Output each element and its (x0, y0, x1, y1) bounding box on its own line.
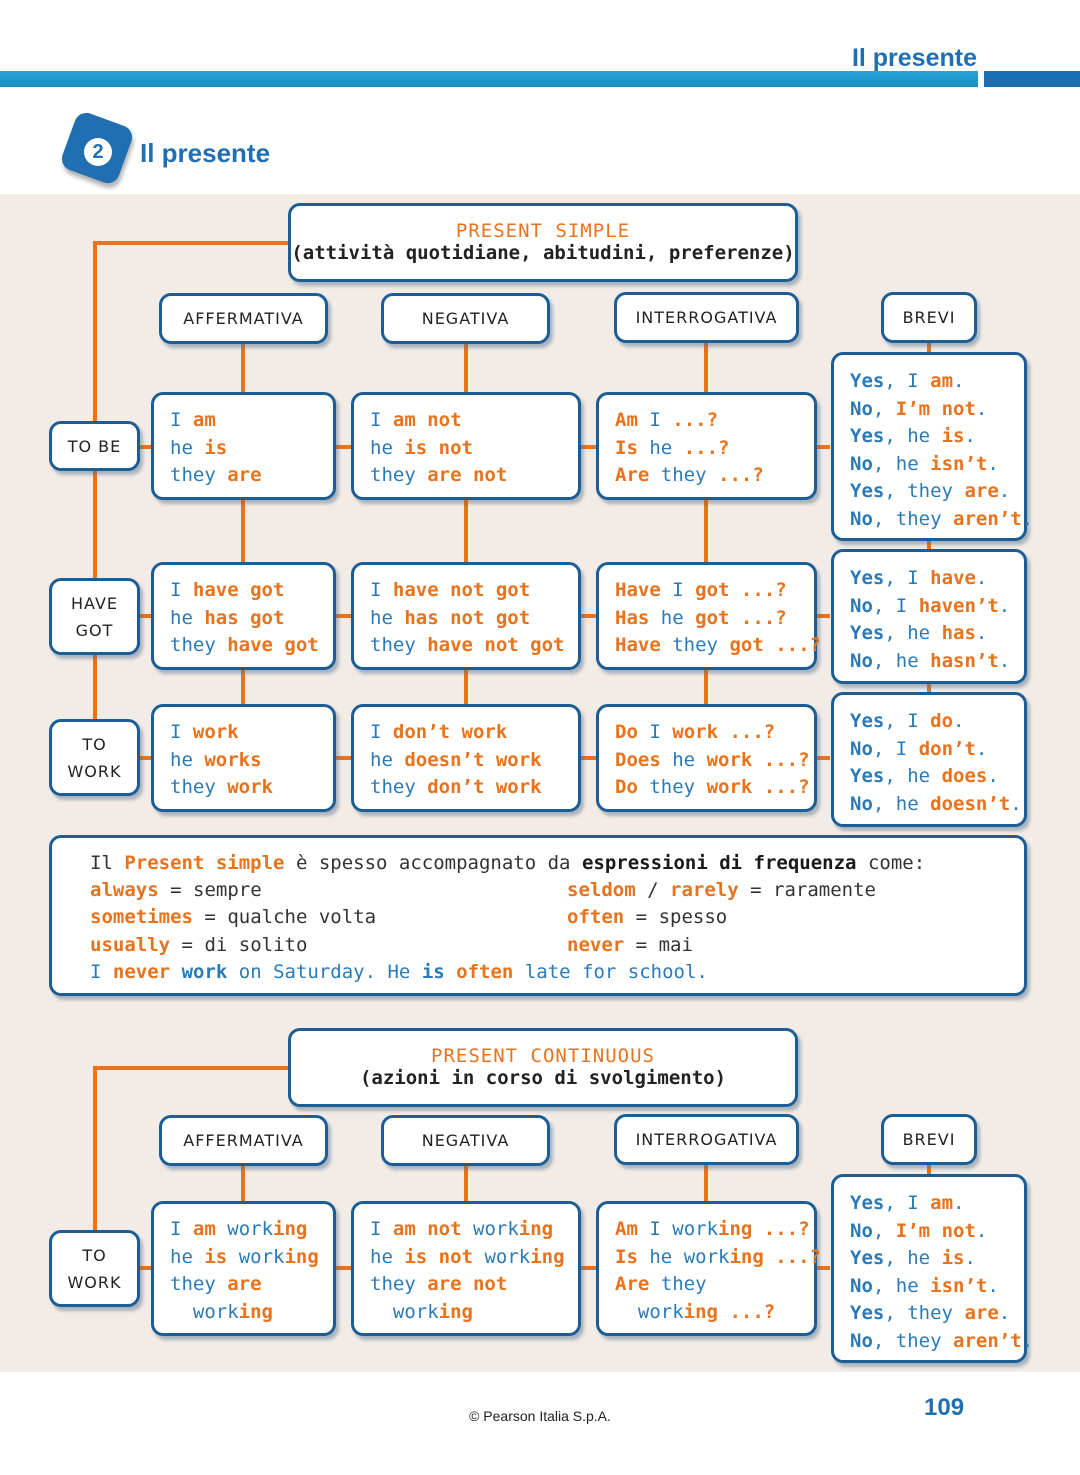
cell-line: he is (170, 436, 228, 459)
page-number: 109 (924, 1394, 965, 1421)
row-label-to-be (49, 421, 140, 471)
cell-line: he has not got (370, 606, 531, 629)
cell-line: he has got (170, 606, 285, 629)
cell-line: No, they aren’t. (850, 507, 1034, 530)
cell-line: Does he work ...? (615, 748, 810, 771)
cell-line: he works (170, 748, 262, 771)
cell-line: Am I working ...? (615, 1218, 810, 1240)
cell-line: I am not working (370, 1218, 554, 1240)
col-negativa: NEGATIVA (381, 1115, 550, 1166)
cell-line: they are not (370, 1273, 508, 1295)
present-continuous-title: PRESENT CONTINUOUS (431, 1045, 655, 1067)
frequency-note (49, 835, 1027, 996)
to-be-brevi-cell (831, 352, 1034, 541)
cell-line: No, I haven’t. (850, 594, 1011, 617)
cell-line: I am (170, 409, 216, 431)
have-got-negativa-cell (351, 562, 581, 670)
row-label-text: WORK (67, 1272, 122, 1292)
cell-line: Are they ...? (615, 464, 764, 486)
cell-line: No, he doesn’t. (850, 792, 1022, 815)
cell-line: Yes, they are. (850, 1302, 1011, 1324)
note-row: sometimes = qualche volta often = spesso (90, 906, 728, 929)
cell-line: I have not got (370, 579, 531, 601)
cell-line: Yes, I am. (850, 370, 965, 392)
to-work-brevi-cell (831, 692, 1027, 827)
continuous-affermativa-cell (151, 1201, 336, 1336)
continuous-brevi-cell (831, 1174, 1034, 1363)
cell-line: I have got (170, 579, 285, 601)
cell-line: No, I’m not. (850, 397, 988, 420)
present-simple-subtitle: (attività quotidiane, abitudini, preferenze) (291, 242, 795, 264)
cell-line: he is working (170, 1245, 319, 1268)
cell-line: No, he hasn’t. (850, 649, 1011, 672)
cell-line: he is not working (370, 1245, 565, 1268)
have-got-brevi-cell (831, 549, 1027, 684)
cell-line: Yes, he has. (850, 622, 988, 644)
to-work-interrogativa-cell (596, 704, 817, 812)
col-interrogativa: INTERROGATIVA (614, 292, 799, 343)
cell-line: Yes, they are. (850, 480, 1011, 502)
cell-line: Is he working ...? (615, 1245, 821, 1268)
col-negativa: NEGATIVA (381, 293, 550, 344)
note-example: I never work on Saturday. He is often late for school. (90, 960, 708, 983)
col-affermativa: AFFERMATIVA (159, 293, 328, 344)
cell-line: Yes, he is. (850, 1247, 976, 1269)
col-brevi: BREVI (881, 1114, 977, 1165)
to-work-negativa-cell (351, 704, 581, 812)
cell-line: they are (170, 1273, 262, 1295)
cell-line: No, they aren’t. (850, 1329, 1034, 1352)
cell-line: Have I got ...? (615, 579, 787, 601)
cell-line: Am I ...? (615, 409, 719, 431)
cell-line: I work (170, 721, 239, 743)
cell-line: they have not got (370, 634, 565, 656)
col-affermativa: AFFERMATIVA (159, 1115, 328, 1166)
present-simple-header (288, 203, 798, 282)
row-label-text: TO (82, 1245, 107, 1265)
cell-line: he doesn’t work (370, 748, 542, 771)
continuous-interrogativa-cell (596, 1201, 821, 1336)
col-interrogativa: INTERROGATIVA (614, 1114, 799, 1165)
cell-line: I am working (170, 1218, 308, 1240)
col-brevi: BREVI (881, 292, 977, 343)
note-intro: Il Present simple è spesso accompagnato da espressioni di frequenza come: (90, 852, 926, 874)
running-title: Il presente (851, 44, 977, 72)
cell-line: Do they work ...? (615, 776, 810, 798)
cell-line: they have got (170, 634, 319, 656)
cell-line: Is he ...? (615, 436, 730, 459)
row-label-text: TO BE (67, 436, 122, 456)
present-simple-title: PRESENT SIMPLE (455, 220, 631, 242)
cell-line: No, I’m not. (850, 1219, 988, 1242)
cell-line: Yes, he does. (850, 765, 999, 787)
cell-line: No, I don’t. (850, 737, 988, 760)
cell-line: they are (170, 464, 262, 486)
row-label-have-got (49, 578, 140, 655)
have-got-interrogativa-cell (596, 562, 821, 670)
cell-line: Are they (615, 1273, 707, 1295)
cell-line: working (392, 1300, 473, 1323)
cell-line: I don’t work (370, 721, 508, 743)
to-be-interrogativa-cell (596, 392, 817, 500)
cell-line: No, he isn’t. (850, 1274, 999, 1297)
cell-line: Yes, I have. (850, 567, 988, 589)
cell-line: they work (170, 776, 273, 798)
cell-line: Yes, I do. (850, 710, 965, 732)
to-be-negativa-cell (351, 392, 581, 500)
have-got-affermativa-cell (151, 562, 336, 670)
row-label-to-work (49, 1230, 140, 1307)
section-number: 2 (84, 138, 112, 166)
row-label-text: WORK (67, 761, 122, 781)
cell-line: No, he isn’t. (850, 452, 999, 475)
cell-line: Yes, I am. (850, 1192, 965, 1214)
to-be-affermativa-cell (151, 392, 336, 500)
present-continuous-subtitle: (azioni in corso di svolgimento) (359, 1067, 727, 1089)
note-row: usually = di solito never = mai (90, 933, 693, 956)
cell-line: I am not (370, 409, 462, 431)
cell-line: Have they got ...? (615, 634, 821, 656)
to-work-affermativa-cell (151, 704, 336, 812)
continuous-negativa-cell (351, 1201, 581, 1336)
section-title: Il presente (140, 138, 271, 168)
cell-line: working ...? (637, 1300, 776, 1323)
row-label-text: GOT (75, 620, 114, 640)
present-continuous-header (288, 1028, 798, 1107)
row-label-text: HAVE (70, 593, 118, 613)
cell-line: they don’t work (370, 776, 542, 798)
row-label-to-work (49, 719, 140, 796)
row-label-text: TO (82, 734, 107, 754)
cell-line: Yes, he is. (850, 425, 976, 447)
cell-line: they are not (370, 464, 508, 486)
cell-line: he is not (370, 436, 473, 459)
copyright: © Pearson Italia S.p.A. (469, 1408, 611, 1424)
note-row: always = sempre seldom / rarely = raramente (90, 879, 876, 902)
cell-line: Do I work ...? (615, 721, 776, 743)
cell-line: Has he got ...? (615, 606, 787, 629)
cell-line: working (192, 1300, 273, 1323)
